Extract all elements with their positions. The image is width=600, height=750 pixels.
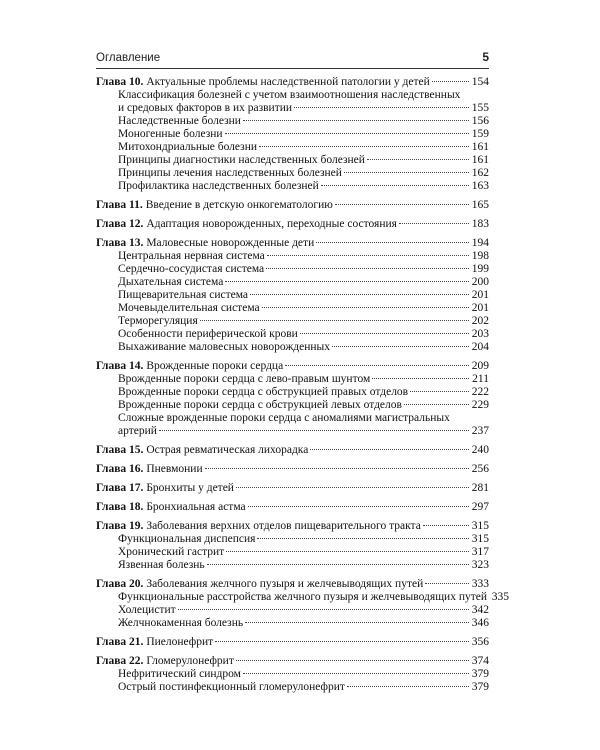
toc-entry-text xyxy=(118,681,345,694)
entry-title: Дыхательная система xyxy=(118,276,224,288)
toc-chapter-entry[interactable] xyxy=(96,520,489,533)
chapter-label: Глава 12. xyxy=(96,218,144,230)
entry-title: Мочевыделительная система xyxy=(118,302,260,314)
entry-title: Заболевания желчного пузыря и желчевыводящих путей xyxy=(146,578,424,590)
page-ref: 315 xyxy=(471,533,489,545)
page-ref: 156 xyxy=(471,115,489,127)
leader-dots xyxy=(243,673,469,674)
toc-entry-text xyxy=(118,617,243,630)
leader-dots xyxy=(332,346,469,347)
toc-entry-text xyxy=(118,399,402,412)
page-ref: 201 xyxy=(471,289,489,301)
chapter-label: Глава 20. xyxy=(96,578,144,590)
toc-entry-text xyxy=(118,604,176,617)
toc-entry-text xyxy=(96,218,397,231)
page-ref: 211 xyxy=(472,373,489,385)
leader-dots xyxy=(423,525,469,526)
leader-dots xyxy=(267,255,469,256)
toc-section-entry[interactable] xyxy=(96,102,489,115)
page-ref: 202 xyxy=(471,315,489,327)
entry-title: Принципы лечения наследственных болезней xyxy=(118,167,342,179)
page-ref: 379 xyxy=(471,681,489,693)
leader-dots xyxy=(225,281,469,282)
toc-entry-text xyxy=(118,115,241,128)
toc-section-entry[interactable] xyxy=(96,533,489,546)
toc-chapter-entry[interactable] xyxy=(96,237,489,250)
leader-dots xyxy=(300,333,469,334)
page-ref: 155 xyxy=(471,102,489,114)
toc-section-entry[interactable] xyxy=(96,386,489,399)
leader-dots xyxy=(215,641,469,642)
toc-entry-text xyxy=(118,302,260,315)
toc-section-entry[interactable] xyxy=(96,412,489,425)
entry-title: Особенности периферической крови xyxy=(118,328,298,340)
toc-entry-text xyxy=(118,102,292,115)
toc-entry-text xyxy=(118,425,157,438)
entry-title: Сложные врожденные пороки сердца с аномалиями магистральных xyxy=(118,412,450,424)
entry-title: Острая ревматическая лихорадка xyxy=(146,444,309,456)
entry-title: Центральная нервная система xyxy=(118,250,265,262)
toc-chapter-entry[interactable] xyxy=(96,218,489,231)
page-ref: 346 xyxy=(471,617,489,629)
entry-title: Наследственные болезни xyxy=(118,115,241,127)
header-rule xyxy=(96,68,489,69)
toc-chapter-entry[interactable] xyxy=(96,482,489,495)
entry-title: и средовых факторов в их развитии xyxy=(118,102,293,114)
page-ref: 335 xyxy=(491,591,510,603)
toc-entry-text xyxy=(118,250,265,263)
toc-section-entry[interactable] xyxy=(96,591,510,604)
toc-section-entry[interactable] xyxy=(96,115,489,128)
toc-section-entry[interactable] xyxy=(96,373,489,386)
toc-section-entry[interactable] xyxy=(96,276,489,289)
toc-entry-text xyxy=(118,263,264,276)
leader-dots xyxy=(259,146,469,147)
toc-entry-text xyxy=(118,141,257,154)
page-ref: 281 xyxy=(471,482,489,494)
page-ref: 162 xyxy=(471,167,489,179)
toc-section-entry[interactable] xyxy=(96,154,489,167)
leader-dots xyxy=(207,564,469,565)
entry-title: Адаптация новорожденных, переходные состояния xyxy=(146,218,397,230)
leader-dots xyxy=(205,468,469,469)
toc-chapter-entry[interactable] xyxy=(96,444,489,457)
toc-section-entry[interactable] xyxy=(96,399,489,412)
page-ref: 374 xyxy=(471,655,489,667)
toc-section-entry[interactable] xyxy=(96,289,489,302)
page-ref: 200 xyxy=(471,276,489,288)
entry-title: Хронический гастрит xyxy=(118,546,225,558)
toc-chapter-entry[interactable] xyxy=(96,655,489,668)
entry-title: Бронхиты у детей xyxy=(146,482,234,494)
entry-title: Бронхиальная астма xyxy=(146,501,246,513)
page-ref: 222 xyxy=(471,386,489,398)
leader-dots xyxy=(248,506,469,507)
entry-title: Гломерулонефрит xyxy=(146,655,234,667)
toc-section-entry[interactable] xyxy=(96,328,489,341)
page-ref: 161 xyxy=(471,141,489,153)
entry-title: Моногенные болезни xyxy=(118,128,223,140)
leader-dots xyxy=(294,107,469,108)
page-ref: 229 xyxy=(471,399,489,411)
toc-section-entry[interactable] xyxy=(96,180,489,193)
leader-dots xyxy=(285,365,469,366)
toc-section-entry[interactable] xyxy=(96,263,489,276)
toc-entry-text xyxy=(118,591,487,604)
entry-title: Врожденные пороки сердца с обструкцией левых отделов xyxy=(118,399,402,411)
page-ref: 199 xyxy=(471,263,489,275)
toc-section-entry[interactable] xyxy=(96,546,489,559)
leader-dots xyxy=(372,378,469,379)
chapter-label: Глава 19. xyxy=(96,520,144,532)
page-ref: 165 xyxy=(471,199,489,211)
toc-section-entry[interactable] xyxy=(96,167,489,180)
toc-section-entry[interactable] xyxy=(96,141,489,154)
leader-dots xyxy=(245,622,469,623)
toc-entry-text xyxy=(118,373,370,386)
leader-dots xyxy=(425,583,469,584)
toc-entry-text xyxy=(118,559,205,572)
page-ref: 209 xyxy=(471,360,489,372)
entry-title: Пищеварительная система xyxy=(118,289,249,301)
page-ref: 240 xyxy=(471,444,489,456)
leader-dots xyxy=(250,294,469,295)
chapter-label: Глава 13. xyxy=(96,237,144,249)
toc-section-entry[interactable] xyxy=(96,250,489,263)
leader-dots xyxy=(399,223,469,224)
leader-dots xyxy=(432,81,469,82)
chapter-label: Глава 16. xyxy=(96,463,144,475)
toc-entry-text xyxy=(96,444,308,457)
page-ref: 198 xyxy=(471,250,489,262)
chapter-label: Глава 14. xyxy=(96,360,144,372)
toc-entry-text xyxy=(118,668,241,681)
toc-chapter-entry[interactable] xyxy=(96,199,489,212)
entry-title: Митохондриальные болезни xyxy=(118,141,258,153)
toc-entry-text xyxy=(118,328,298,341)
page-ref: 323 xyxy=(471,559,489,571)
leader-dots xyxy=(344,172,469,173)
toc-chapter-entry[interactable] xyxy=(96,636,489,649)
leader-dots xyxy=(262,307,469,308)
toc-entry-text xyxy=(96,463,203,476)
page-number: 5 xyxy=(482,50,489,64)
toc-section-entry[interactable] xyxy=(96,604,489,617)
entry-title: Маловесные новорожденные дети xyxy=(146,237,315,249)
chapter-label: Глава 11. xyxy=(96,199,143,211)
toc-entry-text xyxy=(118,128,223,141)
toc-entry-text xyxy=(118,341,330,354)
entry-title: Функциональные расстройства желчного пузыря и желчевыводящих путей xyxy=(118,591,488,603)
toc-entry-text xyxy=(118,276,223,289)
toc-entry-text xyxy=(96,578,423,591)
leader-dots xyxy=(226,551,469,552)
entry-title: Классификация болезней с учетом взаимоотношения наследственных xyxy=(118,89,461,101)
running-header-title: Оглавление xyxy=(96,52,161,64)
toc-section-entry[interactable] xyxy=(96,681,489,694)
leader-dots xyxy=(159,430,469,431)
toc-entry-text xyxy=(118,154,365,167)
entry-title: Врожденные пороки сердца с обструкцией правых отделов xyxy=(118,386,409,398)
page-ref: 154 xyxy=(471,76,489,88)
entry-title: Врожденные пороки сердца с лево-правым шунтом xyxy=(118,373,371,385)
page-ref: 256 xyxy=(471,463,489,475)
toc-chapter-entry[interactable] xyxy=(96,578,489,591)
leader-dots xyxy=(316,242,469,243)
entry-title: Острый постинфекционный гломерулонефрит xyxy=(118,681,345,693)
entry-title: Сердечно-сосудистая система xyxy=(118,263,265,275)
entry-title: Пневмонии xyxy=(146,463,203,475)
toc-entry-text xyxy=(96,501,246,514)
leader-dots xyxy=(225,133,469,134)
leader-dots xyxy=(236,660,469,661)
toc-section-entry[interactable] xyxy=(96,425,489,438)
toc-entry-text xyxy=(96,199,333,212)
page-ref: 159 xyxy=(471,128,489,140)
page-ref: 203 xyxy=(471,328,489,340)
toc-entry-text xyxy=(118,412,450,425)
page-ref: 379 xyxy=(471,668,489,680)
chapter-label: Глава 18. xyxy=(96,501,144,513)
toc-entry-text xyxy=(118,180,319,193)
entry-title: Терморегуляция xyxy=(118,315,198,327)
toc-chapter-entry[interactable] xyxy=(96,501,489,514)
toc-entry-text xyxy=(96,482,234,495)
toc-entry-text xyxy=(96,76,430,89)
toc-chapter-entry[interactable] xyxy=(96,76,489,89)
leader-dots xyxy=(236,487,469,488)
entry-title: Заболевания верхних отделов пищеварительного тракта xyxy=(146,520,421,532)
leader-dots xyxy=(257,538,469,539)
page-ref: 317 xyxy=(471,546,489,558)
page-ref: 333 xyxy=(471,578,489,590)
entry-title: Врожденные пороки сердца xyxy=(146,360,284,372)
toc-entry-text xyxy=(96,636,213,649)
entry-title: Нефритический синдром xyxy=(118,668,241,680)
entry-title: Желчнокаменная болезнь xyxy=(118,617,244,629)
chapter-label: Глава 10. xyxy=(96,76,144,88)
leader-dots xyxy=(178,609,469,610)
entry-title: Выхаживание маловесных новорожденных xyxy=(118,341,331,353)
leader-dots xyxy=(243,120,469,121)
toc-section-entry[interactable] xyxy=(96,315,489,328)
toc-section-entry[interactable] xyxy=(96,128,489,141)
page-ref: 194 xyxy=(471,237,489,249)
page-ref: 237 xyxy=(471,425,489,437)
toc-entry-text xyxy=(118,533,255,546)
toc-section-entry[interactable] xyxy=(96,302,489,315)
leader-dots xyxy=(367,159,469,160)
entry-title: Пиелонефрит xyxy=(146,636,214,648)
toc-entry-text xyxy=(118,289,248,302)
toc-section-entry[interactable] xyxy=(96,668,489,681)
chapter-label: Глава 22. xyxy=(96,655,144,667)
toc-entry-text xyxy=(118,546,224,559)
page-ref: 356 xyxy=(471,636,489,648)
leader-dots xyxy=(200,320,469,321)
entry-title: Принципы диагностики наследственных болезней xyxy=(118,154,365,166)
page-ref: 183 xyxy=(471,218,489,230)
toc-entry-text xyxy=(118,89,460,102)
toc-entry-text xyxy=(96,237,314,250)
toc-entry-text xyxy=(118,167,342,180)
leader-dots xyxy=(410,391,469,392)
toc-section-entry[interactable] xyxy=(96,89,489,102)
table-of-contents xyxy=(96,76,510,694)
toc-entry-text xyxy=(96,360,283,373)
toc-entry-text xyxy=(118,315,198,328)
toc-chapter-entry[interactable] xyxy=(96,463,489,476)
toc-section-entry[interactable] xyxy=(96,617,489,630)
toc-entry-text xyxy=(118,386,408,399)
toc-section-entry[interactable] xyxy=(96,341,489,354)
chapter-label: Глава 21. xyxy=(96,636,144,648)
entry-title: артерий xyxy=(118,425,157,437)
leader-dots xyxy=(335,204,469,205)
page-ref: 342 xyxy=(471,604,489,616)
toc-entry-text xyxy=(96,655,234,668)
page-ref: 297 xyxy=(471,501,489,513)
entry-title: Язвенная болезнь xyxy=(118,559,205,571)
entry-title: Введение в детскую онкогематологию xyxy=(145,199,333,211)
leader-dots xyxy=(321,185,469,186)
chapter-label: Глава 17. xyxy=(96,482,144,494)
chapter-label: Глава 15. xyxy=(96,444,144,456)
entry-title: Профилактика наследственных болезней xyxy=(118,180,319,192)
entry-title: Функциональная диспепсия xyxy=(118,533,256,545)
entry-title: Актуальные проблемы наследственной патологии у детей xyxy=(146,76,430,88)
toc-section-entry[interactable] xyxy=(96,559,489,572)
leader-dots xyxy=(347,686,469,687)
entry-title: Холецистит xyxy=(118,604,176,616)
page-ref: 315 xyxy=(471,520,489,532)
toc-entry-text xyxy=(96,520,421,533)
leader-dots xyxy=(404,404,469,405)
leader-dots xyxy=(266,268,469,269)
page-ref: 163 xyxy=(471,180,489,192)
page-ref: 201 xyxy=(471,302,489,314)
toc-chapter-entry[interactable] xyxy=(96,360,489,373)
page-ref: 161 xyxy=(471,154,489,166)
page-ref: 204 xyxy=(471,341,489,353)
leader-dots xyxy=(310,449,469,450)
running-header xyxy=(96,50,489,67)
